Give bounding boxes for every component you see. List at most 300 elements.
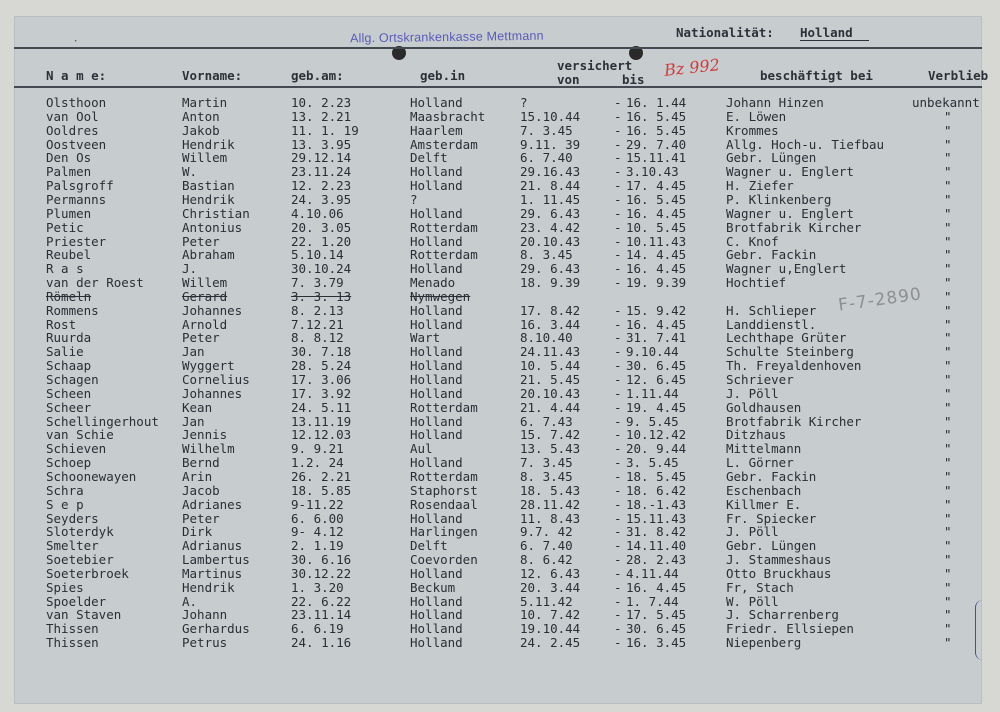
range-dash: -	[614, 399, 622, 415]
whereabouts-cell: "	[944, 552, 952, 568]
first-name-cell: Peter	[182, 510, 220, 526]
insured-from-cell: 18. 5.43	[520, 482, 581, 498]
table-row	[0, 178, 1000, 192]
name-cell: Smelter	[46, 538, 99, 554]
first-name-cell: Antonius	[182, 219, 243, 235]
name-cell: Ooldres	[46, 122, 99, 138]
insured-to-cell: 14.11.40	[626, 538, 687, 554]
birth-date-cell: 28. 5.24	[291, 358, 352, 374]
birth-date-cell: 4.10.06	[291, 205, 344, 221]
employer-cell: C. Knof	[726, 233, 779, 249]
insured-to-cell: 15.11.41	[626, 150, 687, 166]
insured-from-cell: 7. 3.45	[520, 455, 573, 471]
birth-date-cell: 24. 5.11	[291, 399, 352, 415]
header-name: N a m e:	[46, 68, 107, 83]
insured-from-cell: 5.11.42	[520, 593, 573, 609]
nationality-value: Holland	[800, 25, 869, 41]
birth-date-cell: 7. 3.79	[291, 275, 344, 291]
birth-place-cell: ?	[410, 191, 418, 207]
employer-cell: Gebr. Fackin	[726, 247, 817, 263]
employer-cell: Ditzhaus	[726, 427, 787, 443]
birth-place-cell: Rotterdam	[410, 219, 478, 235]
birth-place-cell: Amsterdam	[410, 136, 478, 152]
pen-stroke	[975, 600, 990, 660]
birth-date-cell: 9- 4.12	[291, 524, 344, 540]
first-name-cell: Bastian	[182, 178, 235, 194]
name-cell: Thissen	[46, 635, 99, 651]
insured-to-cell: 30. 6.45	[626, 358, 687, 374]
birth-place-cell: Beckum	[410, 579, 456, 595]
table-row	[0, 164, 1000, 178]
insured-from-cell: 21. 4.44	[520, 399, 581, 415]
birth-place-cell: Holland	[410, 413, 463, 429]
employer-cell: E. Löwen	[726, 108, 787, 124]
birth-place-cell: Rotterdam	[410, 468, 478, 484]
name-cell: Ruurda	[46, 330, 92, 346]
insured-to-cell: 10.12.42	[626, 427, 687, 443]
table-row	[0, 358, 1000, 372]
name-cell: van Staven	[46, 607, 122, 623]
first-name-cell: Jacob	[182, 482, 220, 498]
birth-date-cell: 30.10.24	[291, 261, 352, 277]
insured-to-cell: 10. 5.45	[626, 219, 687, 235]
birth-date-cell: 6. 6.19	[291, 621, 344, 637]
table-row	[0, 497, 1000, 511]
employer-cell: Allg. Hoch-u. Tiefbau	[726, 136, 885, 152]
insured-from-cell: 29. 6.43	[520, 205, 581, 221]
whereabouts-cell: "	[944, 288, 952, 304]
first-name-cell: Jennis	[182, 427, 228, 443]
table-row	[0, 386, 1000, 400]
birth-place-cell: Holland	[410, 302, 463, 318]
first-name-cell: Adrianes	[182, 496, 243, 512]
insured-from-cell: 28.11.42	[520, 496, 581, 512]
header-insured-from: von	[557, 72, 580, 87]
birth-place-cell: Harlingen	[410, 524, 478, 540]
birth-date-cell: 1.2. 24	[291, 455, 344, 471]
table-row	[0, 580, 1000, 594]
insured-from-cell: 16. 3.44	[520, 316, 581, 332]
birth-date-cell: 8. 8.12	[291, 330, 344, 346]
range-dash: -	[614, 122, 622, 138]
header-insured-to: bis	[622, 72, 645, 87]
birth-date-cell: 24. 3.95	[291, 191, 352, 207]
employer-cell: Wagner u. Englert	[726, 164, 854, 180]
name-cell: Soeterbroek	[46, 565, 129, 581]
whereabouts-cell: "	[944, 191, 952, 207]
employer-cell: Brotfabrik Kircher	[726, 219, 862, 235]
birth-place-cell: Aul	[410, 441, 433, 457]
insured-from-cell: 29.16.43	[520, 164, 581, 180]
first-name-cell: Peter	[182, 233, 220, 249]
employer-cell: Wagner u,Englert	[726, 261, 847, 277]
table-row	[0, 137, 1000, 151]
first-name-cell: Petrus	[182, 635, 228, 651]
insured-from-cell: 8. 6.42	[520, 552, 573, 568]
birth-place-cell: Holland	[410, 607, 463, 623]
range-dash: -	[614, 247, 622, 263]
table-row	[0, 192, 1000, 206]
whereabouts-cell: "	[944, 455, 952, 471]
header-birth-date: geb.am:	[291, 68, 344, 83]
whereabouts-cell: "	[944, 635, 952, 651]
table-row	[0, 123, 1000, 137]
employer-cell: Niepenberg	[726, 635, 802, 651]
name-cell: Thissen	[46, 621, 99, 637]
birth-place-cell: Holland	[410, 358, 463, 374]
name-cell: Plumen	[46, 205, 92, 221]
table-row	[0, 400, 1000, 414]
name-cell: Rommens	[46, 302, 99, 318]
whereabouts-cell: "	[944, 233, 952, 249]
whereabouts-cell: "	[944, 399, 952, 415]
birth-date-cell: 13.11.19	[291, 413, 352, 429]
first-name-cell: Martinus	[182, 565, 243, 581]
birth-date-cell: 24. 1.16	[291, 635, 352, 651]
name-cell: Den Os	[46, 150, 92, 166]
birth-date-cell: 17. 3.06	[291, 372, 352, 387]
birth-date-cell: 29.12.14	[291, 150, 352, 166]
birth-date-cell: 12. 2.23	[291, 178, 352, 194]
first-name-cell: Hendrik	[182, 191, 235, 207]
insured-from-cell: 29. 6.43	[520, 261, 581, 277]
range-dash: -	[614, 136, 622, 152]
birth-date-cell: 23.11.14	[291, 607, 352, 623]
birth-date-cell: 2. 1.19	[291, 538, 344, 554]
birth-place-cell: Delft	[410, 150, 448, 166]
whereabouts-cell: "	[944, 302, 952, 318]
range-dash: -	[614, 579, 622, 595]
insured-to-cell: 28. 2.43	[626, 552, 687, 568]
range-dash: -	[614, 178, 622, 194]
whereabouts-cell: "	[944, 205, 952, 221]
employer-cell: Wagner u. Englert	[726, 205, 854, 221]
table-row	[0, 289, 1000, 303]
birth-date-cell: 1. 3.20	[291, 579, 344, 595]
name-cell: Schaap	[46, 358, 92, 374]
birth-place-cell: Haarlem	[410, 122, 463, 138]
birth-date-cell: 9. 9.21	[291, 441, 344, 457]
table-row	[0, 524, 1000, 538]
employer-cell: L. Görner	[726, 455, 794, 471]
insured-from-cell: 9.11. 39	[520, 136, 581, 152]
insured-to-cell: 1. 7.44	[626, 593, 679, 609]
whereabouts-cell: "	[944, 372, 952, 387]
insured-from-cell: 10. 5.44	[520, 358, 581, 374]
name-cell: Oostveen	[46, 136, 107, 152]
range-dash: -	[614, 261, 622, 277]
insured-from-cell: 9.7. 42	[520, 524, 573, 540]
whereabouts-cell: "	[944, 607, 952, 623]
table-row	[0, 427, 1000, 441]
table-row	[0, 538, 1000, 552]
header-rule-top	[14, 47, 982, 49]
employer-cell: Friedr. Ellsiepen	[726, 621, 854, 637]
insured-to-cell: 14. 4.45	[626, 247, 687, 263]
insured-to-cell: 29. 7.40	[626, 136, 687, 152]
name-cell: Schoonewayen	[46, 468, 137, 484]
whereabouts-cell: "	[944, 108, 952, 124]
whereabouts-cell: "	[944, 385, 952, 401]
employer-cell: J. Pöll	[726, 385, 779, 401]
birth-date-cell: 18. 5.85	[291, 482, 352, 498]
handwritten-note: Bz 992	[663, 55, 721, 80]
employer-cell: H. Schlieper	[726, 302, 817, 318]
first-name-cell: Bernd	[182, 455, 220, 471]
range-dash: -	[614, 635, 622, 651]
table-row	[0, 566, 1000, 580]
insurance-stamp: Allg. Ortskrankenkasse Mettmann	[349, 28, 544, 46]
birth-place-cell: Holland	[410, 261, 463, 277]
whereabouts-cell: "	[944, 247, 952, 263]
table-row	[0, 150, 1000, 164]
first-name-cell: Hendrik	[182, 579, 235, 595]
insured-from-cell: 6. 7.40	[520, 150, 573, 166]
insured-from-cell: 21. 8.44	[520, 178, 581, 194]
employer-cell: Gebr. Lüngen	[726, 150, 817, 166]
table-row	[0, 469, 1000, 483]
first-name-cell: Cornelius	[182, 372, 250, 387]
insured-to-cell: 16. 5.45	[626, 122, 687, 138]
insured-to-cell: 31. 7.41	[626, 330, 687, 346]
birth-date-cell: 13. 3.95	[291, 136, 352, 152]
insured-from-cell: 13. 5.43	[520, 441, 581, 457]
first-name-cell: Anton	[182, 108, 220, 124]
pencil-note: F-7-2890	[837, 284, 924, 316]
name-cell: van der Roest	[46, 275, 144, 291]
table-row	[0, 234, 1000, 248]
name-cell: Scheer	[46, 399, 92, 415]
first-name-cell: Gerhardus	[182, 621, 250, 637]
insured-from-cell: 23. 4.42	[520, 219, 581, 235]
first-name-cell: Abraham	[182, 247, 235, 263]
name-cell: S e p	[46, 496, 84, 512]
range-dash: -	[614, 95, 622, 110]
birth-place-cell: Holland	[410, 385, 463, 401]
header-whereabouts: Verblieb	[928, 68, 989, 83]
table-row	[0, 511, 1000, 525]
birth-date-cell: 10. 2.23	[291, 95, 352, 110]
insured-from-cell: 6. 7.43	[520, 413, 573, 429]
birth-place-cell: Holland	[410, 372, 463, 387]
birth-place-cell: Holland	[410, 455, 463, 471]
name-cell: R a s	[46, 261, 84, 277]
birth-date-cell: 22. 6.22	[291, 593, 352, 609]
table-row	[0, 220, 1000, 234]
name-cell: Schagen	[46, 372, 99, 387]
range-dash: -	[614, 593, 622, 609]
insured-to-cell: 10.11.43	[626, 233, 687, 249]
birth-date-cell: 9-11.22	[291, 496, 344, 512]
employer-cell: Eschenbach	[726, 482, 802, 498]
table-row	[0, 635, 1000, 649]
insured-from-cell: 8. 3.45	[520, 468, 573, 484]
first-name-cell: Dirk	[182, 524, 213, 540]
employer-cell: J. Stammeshaus	[726, 552, 832, 568]
range-dash: -	[614, 482, 622, 498]
header-insured: versichert	[557, 58, 633, 73]
insured-to-cell: 19. 9.39	[626, 275, 687, 291]
table-row	[0, 109, 1000, 123]
first-name-cell: Arin	[182, 468, 213, 484]
first-name-cell: Adrianus	[182, 538, 243, 554]
whereabouts-cell: "	[944, 579, 952, 595]
name-cell: Rost	[46, 316, 77, 332]
birth-date-cell: 22. 1.20	[291, 233, 352, 249]
range-dash: -	[614, 191, 622, 207]
birth-place-cell: Holland	[410, 621, 463, 637]
employer-cell: Brotfabrik Kircher	[726, 413, 862, 429]
birth-place-cell: Rotterdam	[410, 247, 478, 263]
header-employer: beschäftigt bei	[760, 68, 873, 83]
table-row	[0, 621, 1000, 635]
insured-from-cell: 12. 6.43	[520, 565, 581, 581]
range-dash: -	[614, 233, 622, 249]
insured-from-cell: 15.10.44	[520, 108, 581, 124]
range-dash: -	[614, 524, 622, 540]
whereabouts-cell: "	[944, 510, 952, 526]
insured-to-cell: 15.11.43	[626, 510, 687, 526]
birth-date-cell: 23.11.24	[291, 164, 352, 180]
insured-from-cell: ?	[520, 95, 528, 110]
range-dash: -	[614, 205, 622, 221]
table-row	[0, 483, 1000, 497]
range-dash: -	[614, 108, 622, 124]
insured-from-cell: 8.10.40	[520, 330, 573, 346]
employer-cell: Gebr. Fackin	[726, 468, 817, 484]
table-row	[0, 247, 1000, 261]
header-rule-bottom	[14, 86, 982, 88]
table-row	[0, 441, 1000, 455]
first-name-cell: Johannes	[182, 385, 243, 401]
name-cell: Salie	[46, 344, 84, 360]
whereabouts-cell: "	[944, 275, 952, 291]
name-cell: Schieven	[46, 441, 107, 457]
first-name-cell: Wyggert	[182, 358, 235, 374]
employer-cell: Hochtief	[726, 275, 787, 291]
birth-place-cell: Holland	[410, 164, 463, 180]
employer-cell: H. Ziefer	[726, 178, 794, 194]
birth-place-cell: Holland	[410, 427, 463, 443]
table-row	[0, 275, 1000, 289]
first-name-cell: W.	[182, 164, 198, 180]
range-dash: -	[614, 538, 622, 554]
insured-from-cell: 24. 2.45	[520, 635, 581, 651]
insured-to-cell: 19. 4.45	[626, 399, 687, 415]
insured-from-cell: 1. 11.45	[520, 191, 581, 207]
employer-cell: Goldhausen	[726, 399, 802, 415]
range-dash: -	[614, 344, 622, 360]
table-row	[0, 344, 1000, 358]
insured-from-cell: 20. 3.44	[520, 579, 581, 595]
insured-from-cell: 19.10.44	[520, 621, 581, 637]
birth-place-cell: Staphorst	[410, 482, 478, 498]
insured-to-cell: 1.11.44	[626, 385, 679, 401]
name-cell: Schellingerhout	[46, 413, 159, 429]
employer-cell: Fr. Spiecker	[726, 510, 817, 526]
whereabouts-cell: "	[944, 538, 952, 554]
insured-to-cell: 17. 5.45	[626, 607, 687, 623]
first-name-cell: A.	[182, 593, 198, 609]
insured-to-cell: 18. 5.45	[626, 468, 687, 484]
employer-cell: Th. Freyaldenhoven	[726, 358, 862, 374]
name-cell: Priester	[46, 233, 107, 249]
birth-place-cell: Holland	[410, 635, 463, 651]
birth-place-cell: Maasbracht	[410, 108, 486, 124]
insured-to-cell: 20. 9.44	[626, 441, 687, 457]
nationality-label: Nationalität:	[676, 25, 774, 40]
first-name-cell: Arnold	[182, 316, 228, 332]
employer-cell: Krommes	[726, 122, 779, 138]
birth-place-cell: Rotterdam	[410, 399, 478, 415]
birth-date-cell: 30. 7.18	[291, 344, 352, 360]
whereabouts-cell: "	[944, 593, 952, 609]
employer-cell: Landdienstl.	[726, 316, 817, 332]
insured-from-cell: 15. 7.42	[520, 427, 581, 443]
insured-to-cell: 12. 6.45	[626, 372, 687, 387]
birth-date-cell: 5.10.14	[291, 247, 344, 263]
range-dash: -	[614, 316, 622, 332]
first-name-cell: Hendrik	[182, 136, 235, 152]
whereabouts-cell: "	[944, 413, 952, 429]
insured-from-cell: 6. 7.40	[520, 538, 573, 554]
whereabouts-cell: "	[944, 178, 952, 194]
name-cell: Schoep	[46, 455, 92, 471]
table-row	[0, 414, 1000, 428]
range-dash: -	[614, 427, 622, 443]
whereabouts-cell: "	[944, 330, 952, 346]
birth-place-cell: Menado	[410, 275, 456, 291]
insured-from-cell: 8. 3.45	[520, 247, 573, 263]
whereabouts-cell: "	[944, 358, 952, 374]
first-name-cell: Gerard	[182, 288, 228, 304]
table-row	[0, 303, 1000, 317]
birth-date-cell: 11. 1. 19	[291, 122, 359, 138]
name-cell: Spies	[46, 579, 84, 595]
birth-date-cell: 30.12.22	[291, 565, 352, 581]
name-cell: Schra	[46, 482, 84, 498]
range-dash: -	[614, 164, 622, 180]
range-dash: -	[614, 552, 622, 568]
employer-cell: Schriever	[726, 372, 794, 387]
insured-to-cell: 16. 4.45	[626, 316, 687, 332]
employer-cell: J. Scharrenberg	[726, 607, 839, 623]
birth-place-cell: Wart	[410, 330, 441, 346]
insured-from-cell: 20.10.43	[520, 233, 581, 249]
birth-place-cell: Holland	[410, 593, 463, 609]
insured-from-cell: 18. 9.39	[520, 275, 581, 291]
whereabouts-cell: "	[944, 261, 952, 277]
name-cell: Scheen	[46, 385, 92, 401]
first-name-cell: Johannes	[182, 302, 243, 318]
insured-to-cell: 30. 6.45	[626, 621, 687, 637]
name-cell: van Schie	[46, 427, 114, 443]
insured-from-cell: 11. 8.43	[520, 510, 581, 526]
range-dash: -	[614, 385, 622, 401]
range-dash: -	[614, 330, 622, 346]
employer-cell: Lechthape Grüter	[726, 330, 847, 346]
insured-from-cell: 24.11.43	[520, 344, 581, 360]
insured-to-cell: 16. 4.45	[626, 579, 687, 595]
employer-cell: Fr, Stach	[726, 579, 794, 595]
first-name-cell: Jan	[182, 344, 205, 360]
range-dash: -	[614, 468, 622, 484]
birth-date-cell: 17. 3.92	[291, 385, 352, 401]
name-cell: Palmen	[46, 164, 92, 180]
name-cell: Olsthoon	[46, 95, 107, 110]
insured-to-cell: 16. 4.45	[626, 205, 687, 221]
birth-date-cell: 8. 2.13	[291, 302, 344, 318]
